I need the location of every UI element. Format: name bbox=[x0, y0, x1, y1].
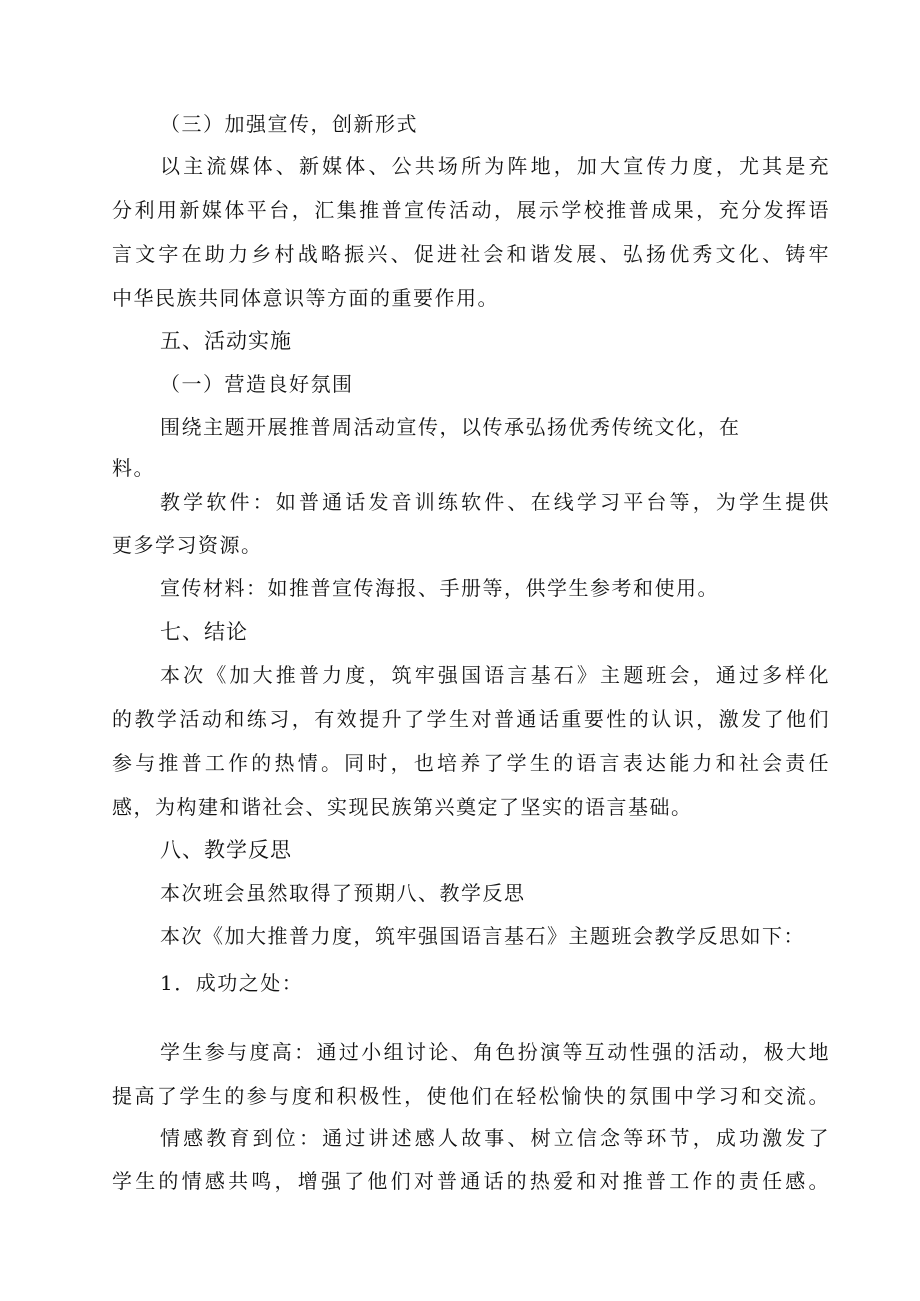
paragraph-line: 围绕主题开展推普周活动宣传，以传承弘扬优秀传统文化，在 bbox=[160, 415, 741, 439]
paragraph-line: 学生的情感共鸣，增强了他们对普通话的热爱和对推普工作的责任感。 bbox=[112, 1169, 830, 1193]
paragraph-line: 中华民族共同体意识等方面的重要作用。 bbox=[112, 286, 499, 310]
paragraph-line: 教学软件：如普通话发音训练软件、在线学习平台等，为学生提供 bbox=[160, 490, 830, 514]
paragraph-line: 的教学活动和练习，有效提升了学生对普通话重要性的认识，激发了他们 bbox=[112, 707, 830, 731]
section-heading-publicity: （三）加强宣传，创新形式 bbox=[160, 112, 418, 136]
section-heading-conclusion: 七、结论 bbox=[160, 620, 248, 644]
paragraph-line: 提高了学生的参与度和积极性，使他们在轻松愉快的氛围中学习和交流。 bbox=[112, 1084, 830, 1108]
paragraph-line: 本次班会虽然取得了预期八、教学反思 bbox=[160, 881, 526, 905]
paragraph-line: 以主流媒体、新媒体、公共场所为阵地，加大宣传力度，尤其是充 bbox=[160, 154, 830, 178]
paragraph-line: 本次《加大推普力度，筑牢强国语言基石》主题班会教学反思如下： bbox=[160, 924, 805, 948]
sub-heading-atmosphere: （一）营造良好氛围 bbox=[160, 372, 354, 396]
paragraph-line: 宣传材料：如推普宣传海报、手册等，供学生参考和使用。 bbox=[160, 576, 719, 600]
paragraph-line: 学生参与度高：通过小组讨论、角色扮演等互动性强的活动，极大地 bbox=[160, 1040, 830, 1064]
list-item-success: 1．成功之处： bbox=[160, 971, 304, 995]
paragraph-line: 参与推普工作的热情。同时，也培养了学生的语言表达能力和社会责任 bbox=[112, 751, 830, 775]
paragraph-line: 料。 bbox=[112, 456, 155, 480]
section-heading-reflection: 八、教学反思 bbox=[160, 838, 292, 862]
paragraph-line: 情感教育到位：通过讲述感人故事、树立信念等环节，成功激发了 bbox=[160, 1126, 830, 1150]
section-heading-activity: 五、活动实施 bbox=[160, 329, 292, 353]
paragraph-line: 感，为构建和谐社会、实现民族第兴奠定了坚实的语言基础。 bbox=[112, 795, 693, 819]
paragraph-line: 分利用新媒体平台，汇集推普宣传活动，展示学校推普成果，充分发挥语 bbox=[112, 198, 830, 222]
paragraph-line: 言文字在助力乡村战略振兴、促进社会和谐发展、弘扬优秀文化、铸牢 bbox=[112, 242, 830, 266]
paragraph-line: 更多学习资源。 bbox=[112, 533, 263, 557]
paragraph-line: 本次《加大推普力度，筑牢强国语言基石》主题班会，通过多样化 bbox=[160, 663, 830, 687]
